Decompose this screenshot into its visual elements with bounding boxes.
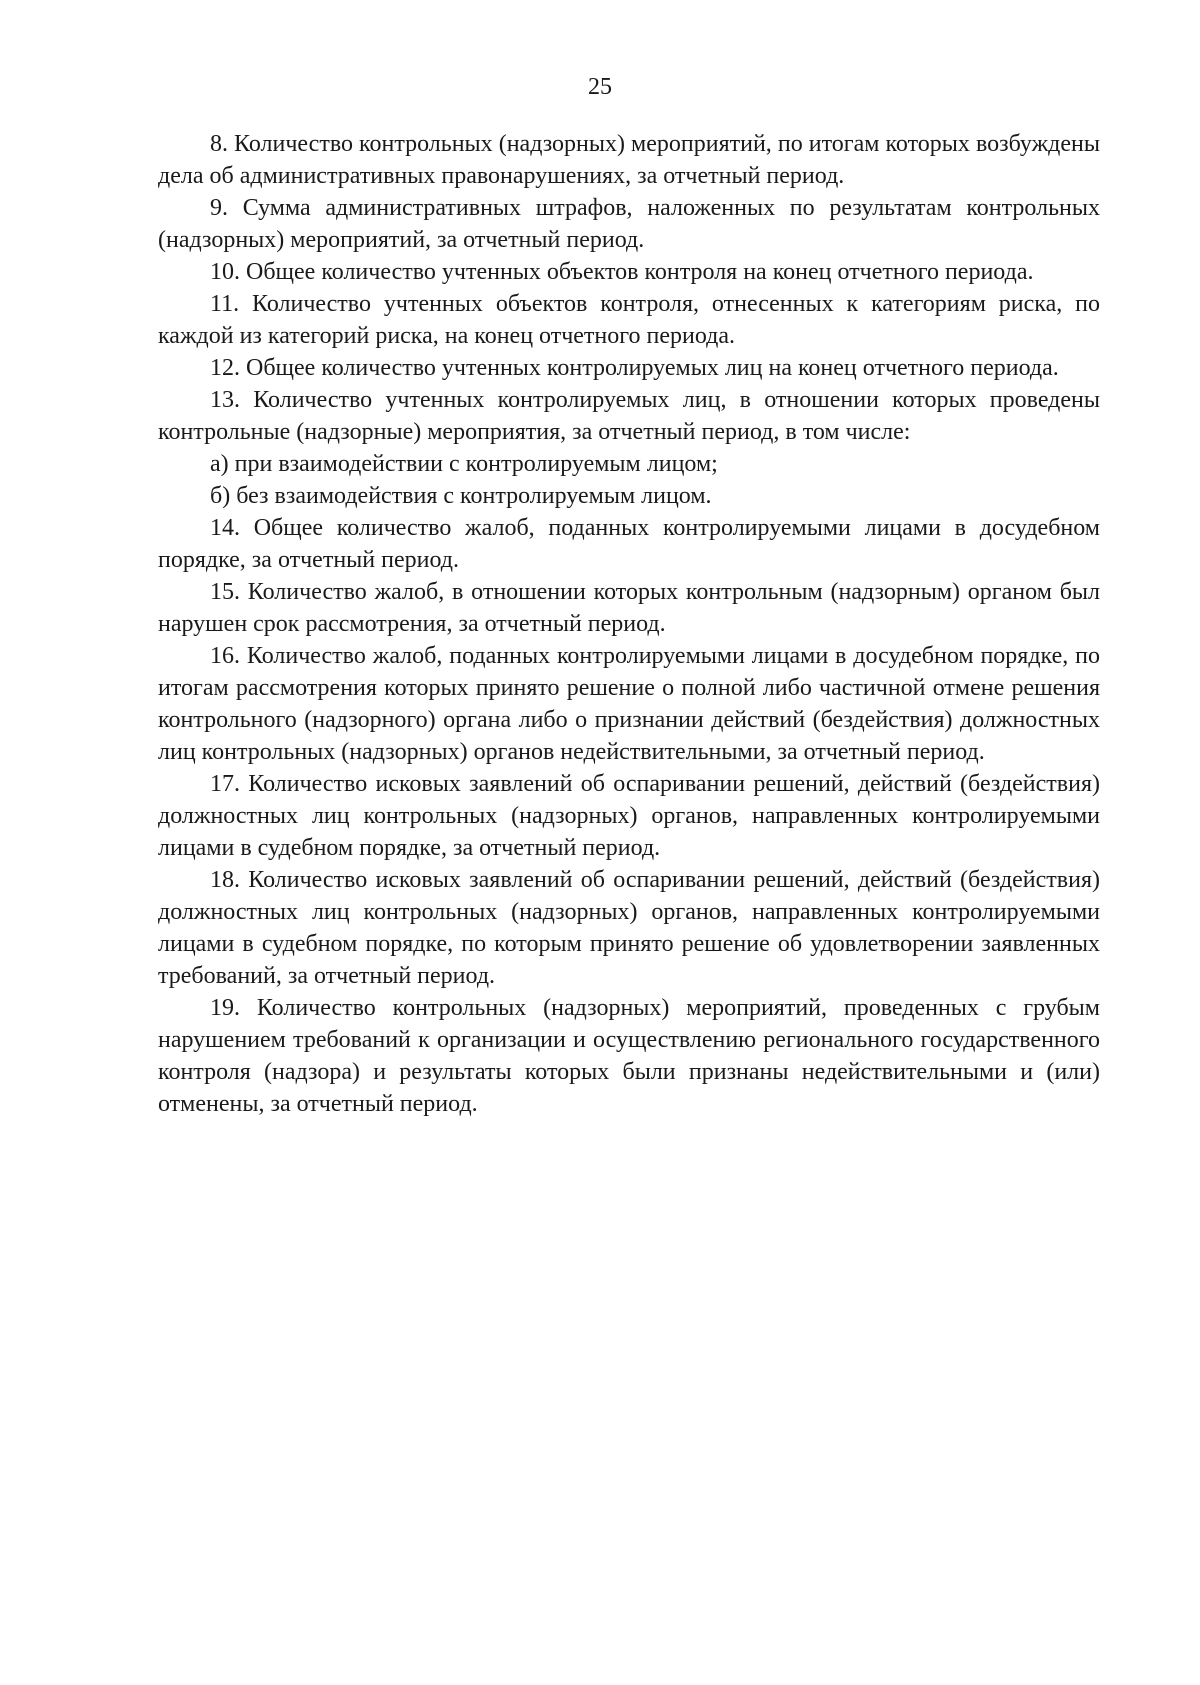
paragraph-item-9: 9. Сумма административных штрафов, наложенных по результатам контрольных (надзорных) мероприятий, за отчетный период. [158,195,1100,253]
page-number: 25 [588,74,612,100]
paragraph-item-15: 15. Количество жалоб, в отношении которых контрольным (надзорным) органом был нарушен срок рассмотрения, за отчетный период. [158,579,1100,637]
paragraph-item-17: 17. Количество исковых заявлений об оспаривании решений, действий (бездействия) должностных лиц контрольных (надзорных) органов, направленных контролируемыми лицами в судебном порядке, за отчетный период. [158,771,1100,861]
paragraph-item-18: 18. Количество исковых заявлений об оспаривании решений, действий (бездействия) должностных лиц контрольных (надзорных) органов, направленных контролируемыми лицами в судебном порядке, по которым принято решение об удовлетворении заявленных требований, за отчетный период. [158,867,1100,989]
paragraph-item-13: 13. Количество учтенных контролируемых лиц, в отношении которых проведены контрольные (надзорные) мероприятия, за отчетный период, в том числе: [158,387,1100,445]
paragraph-item-10: 10. Общее количество учтенных объектов контроля на конец отчетного периода. [210,259,1034,285]
paragraph-item-8: 8. Количество контрольных (надзорных) мероприятий, по итогам которых возбуждены дела об административных правонарушениях, за отчетный период. [158,131,1100,189]
paragraph-item-19: 19. Количество контрольных (надзорных) мероприятий, проведенных с грубым нарушением требований к организации и осуществлению регионального государственного контроля (надзора) и результаты которых были признаны недействительными и (или) отменены, за отчетный период. [158,995,1100,1117]
paragraph-item-11: 11. Количество учтенных объектов контроля, отнесенных к категориям риска, по каждой из категорий риска, на конец отчетного периода. [158,291,1100,349]
document-body [158,128,1100,1120]
paragraph-item-12: 12. Общее количество учтенных контролируемых лиц на конец отчетного периода. [210,355,1059,381]
paragraph-item-13b: б) без взаимодействия с контролируемым лицом. [210,483,712,509]
paragraph-item-16: 16. Количество жалоб, поданных контролируемыми лицами в досудебном порядке, по итогам рассмотрения которых принято решение о полной либо частичной отмене решения контрольного (надзорного) органа либо о признании действий (бездействия) должностных лиц контрольных (надзорных) органов недействительными, за отчетный период. [158,643,1100,765]
paragraph-item-13a: а) при взаимодействии с контролируемым лицом; [210,451,718,477]
paragraph-item-14: 14. Общее количество жалоб, поданных контролируемыми лицами в досудебном порядке, за отчетный период. [158,515,1100,573]
